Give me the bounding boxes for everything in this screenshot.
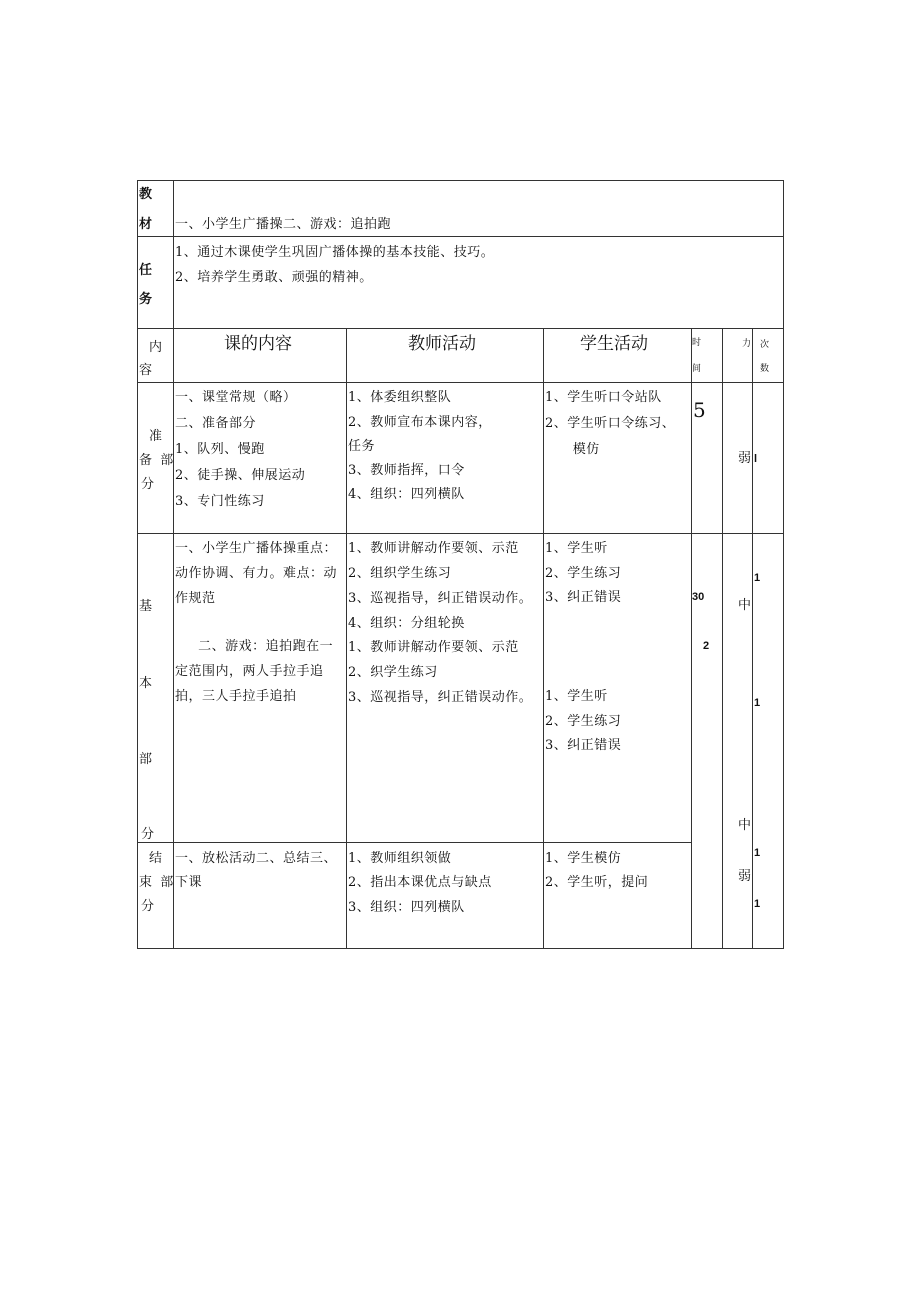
header-teacher: 教师活动	[408, 334, 476, 354]
column-divider	[722, 328, 723, 948]
prep-teacher-line: 4、组织：四列横队	[348, 487, 465, 502]
basic-section-label: 基	[139, 599, 153, 614]
basic-content-line: 动作协调、有力。难点：动	[175, 566, 338, 581]
basic-intensity: 中	[738, 598, 752, 613]
basic-teacher-line: 3、巡视指导，纠正错误动作。	[348, 591, 533, 606]
prep-section-label: 备 部	[139, 453, 174, 468]
basic-student-line: 2、学生练习	[545, 714, 622, 729]
row-divider	[137, 533, 783, 534]
task-line: 1、通过木课使学生巩固广播体操的基本技能、技巧。	[175, 245, 495, 260]
end-content-line: 一、放松活动二、总结三、	[175, 851, 338, 866]
tasks-label: 任	[139, 262, 153, 277]
basic-section-label: 部	[139, 752, 153, 767]
prep-teacher-line: 任务	[348, 439, 376, 454]
prep-content-line: 2、徒手操、伸展运动	[175, 468, 306, 483]
end-section-label: 结	[149, 851, 163, 866]
header-count: 次	[760, 340, 770, 350]
basic-intensity: 中	[738, 818, 752, 833]
basic-teacher-line: 4、组织：分组轮换	[348, 616, 465, 631]
row-divider	[137, 328, 783, 329]
end-student-line: 2、学生听，提问	[545, 875, 649, 890]
prep-section-label: 分	[141, 477, 155, 492]
prep-count: l	[754, 453, 758, 465]
column-divider	[543, 328, 544, 948]
prep-student-line: 1、学生听口令站队	[545, 390, 662, 405]
end-content-line: 下课	[175, 875, 203, 890]
basic-content-line: 定范围内，两人手拉手追	[175, 664, 324, 679]
end-student-line: 1、学生模仿	[545, 851, 622, 866]
header-content: 课的内容	[224, 334, 292, 354]
header-time: 时	[692, 338, 702, 348]
basic-student-line: 2、学生练习	[545, 566, 622, 581]
column-divider	[752, 328, 753, 948]
basic-content-line: 二、游戏：追拍跑在一	[175, 639, 334, 654]
material-text: 一、小学生广播操二、游戏：追拍跑	[175, 217, 392, 232]
end-teacher-line: 1、教师组织领做	[348, 851, 452, 866]
basic-count: 1	[754, 572, 761, 584]
material-label: 教	[139, 186, 153, 201]
row-divider	[137, 382, 783, 383]
row-divider	[137, 842, 691, 843]
tasks-label: 务	[139, 291, 153, 306]
basic-content-line: 作规范	[175, 591, 216, 606]
basic-student-line: 3、纠正错误	[545, 590, 622, 605]
material-label: 材	[139, 216, 153, 231]
header-time: 间	[692, 364, 702, 374]
end-section-label: 分	[141, 899, 155, 914]
header-section-label: 容	[139, 363, 153, 378]
header-student: 学生活动	[580, 334, 648, 354]
task-line: 2、培养学生勇敢、顽强的精神。	[175, 270, 373, 285]
basic-teacher-line: 1、教师讲解动作要领、示范	[348, 541, 519, 556]
prep-teacher-line: 2、教师宣布本课内容，	[348, 415, 492, 430]
basic-section-label: 分	[141, 827, 155, 842]
end-teacher-line: 3、组织：四列横队	[348, 900, 465, 915]
end-section-label: 束 部	[139, 875, 174, 890]
column-divider	[173, 180, 174, 948]
basic-content-line: 一、小学生广播体操重点：	[175, 541, 338, 556]
column-divider	[346, 328, 347, 948]
basic-teacher-line: 2、组织学生练习	[348, 566, 452, 581]
header-section-label: 内	[149, 340, 163, 355]
prep-time: 5	[693, 398, 706, 422]
basic-count: 1	[754, 697, 761, 709]
prep-content-line: 1、队列、慢跑	[175, 442, 265, 457]
prep-teacher-line: 3、教师指挥，口令	[348, 463, 465, 478]
end-count: 1	[754, 847, 761, 859]
prep-student-line: 2、学生听口令练习、	[545, 416, 676, 431]
header-intensity: 力	[742, 339, 752, 349]
basic-student-line: 3、纠正错误	[545, 738, 622, 753]
prep-content-line: 二、准备部分	[175, 416, 257, 431]
basic-content-line: 拍，三人手拉手追拍	[175, 689, 297, 704]
prep-student-line: 模仿	[545, 442, 600, 457]
prep-content-line: 3、专门性练习	[175, 494, 265, 509]
basic-time: 2	[703, 640, 710, 652]
prep-intensity: 弱	[738, 451, 752, 466]
prep-teacher-line: 1、体委组织整队	[348, 390, 452, 405]
end-teacher-line: 2、指出本课优点与缺点	[348, 875, 492, 890]
column-divider	[691, 328, 692, 948]
end-count: 1	[754, 898, 761, 910]
basic-student-line: 1、学生听	[545, 689, 608, 704]
basic-teacher-line: 2、织学生练习	[348, 665, 438, 680]
basic-time: 30	[692, 591, 705, 603]
prep-section-label: 准	[149, 429, 163, 444]
basic-teacher-line: 1、教师讲解动作要领、示范	[348, 640, 519, 655]
basic-teacher-line: 3、巡视指导，纠正错误动作。	[348, 690, 533, 705]
basic-student-line: 1、学生听	[545, 541, 608, 556]
prep-content-line: 一、课堂常规（略）	[175, 390, 297, 405]
header-count: 数	[760, 364, 770, 374]
basic-section-label: 本	[139, 676, 153, 691]
end-intensity: 弱	[738, 869, 752, 884]
